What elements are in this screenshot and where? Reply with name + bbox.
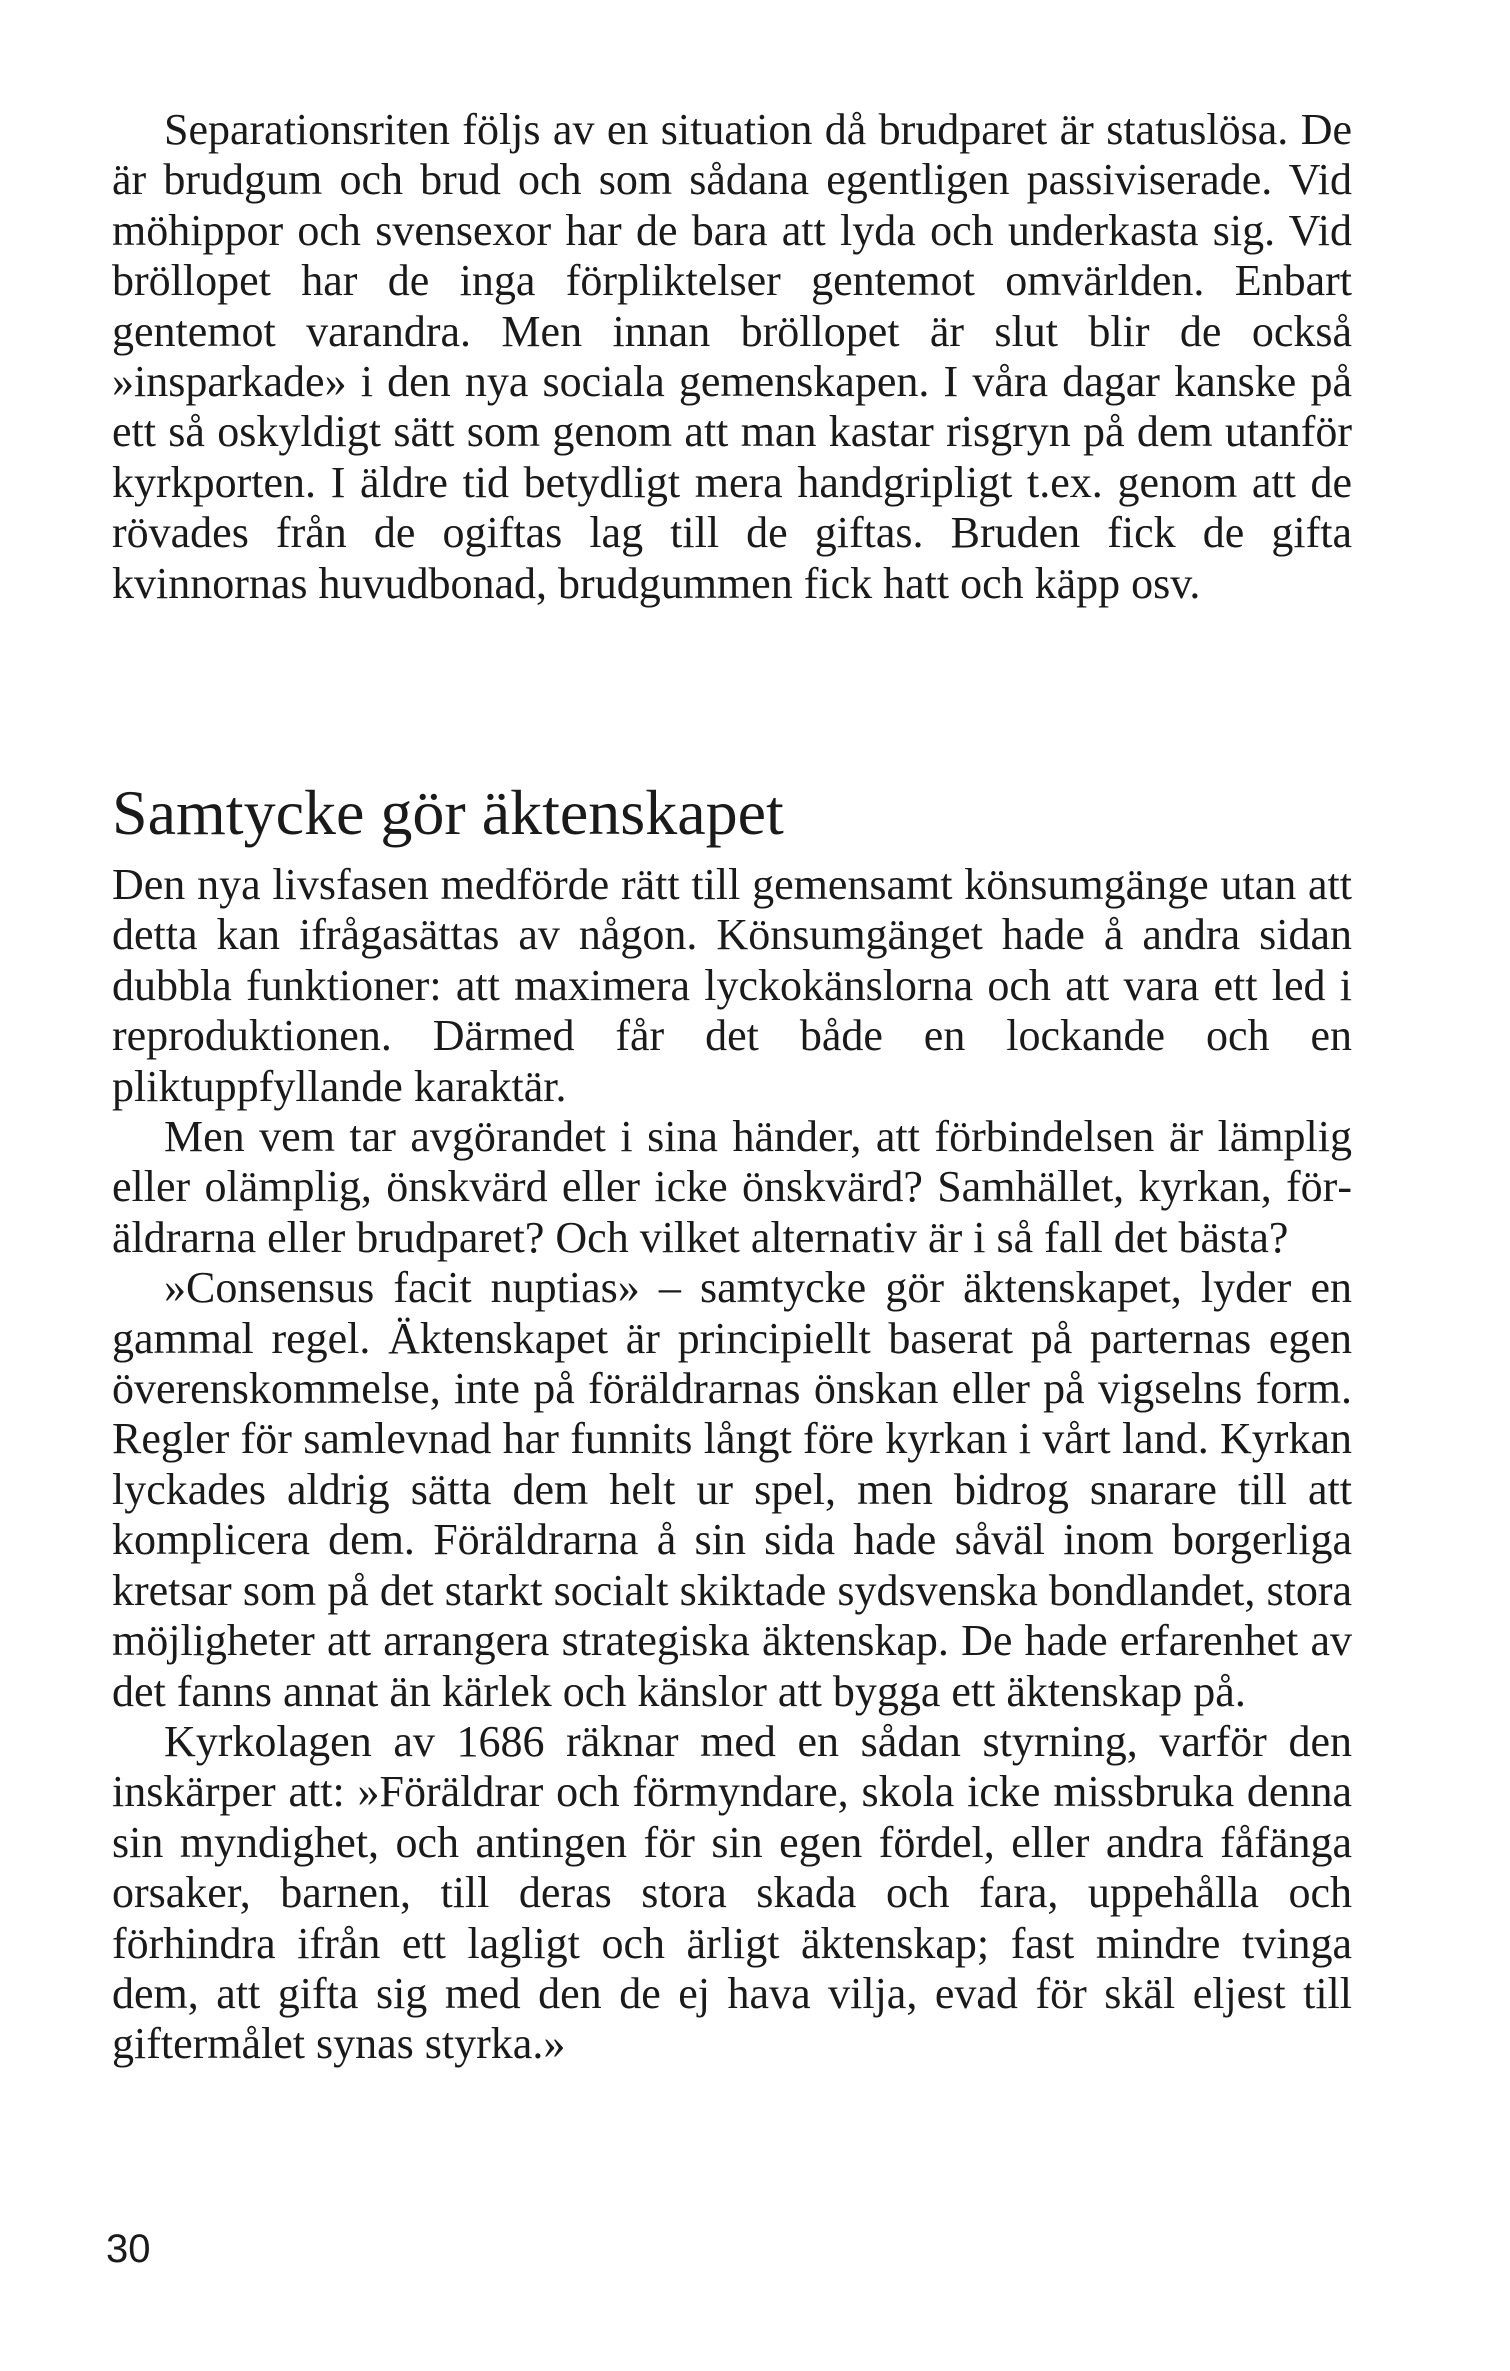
section-paragraph-3: »Consensus facit nuptias» – samtycke gör äktenskapet, lyder en gammal regel. Äktenskapet är principiellt baserat på parternas egen överenskommelse, inte på föräldrarnas önskan eller på vigselns form. Regler för samlevnad har funnits långt före kyrkan i vårt land. Kyrkan lyckades aldrig sätta dem helt ur spel, men bidrog snarare till att komplicera dem. Föräldrarna å sin sida hade såväl inom borgerliga kretsar som på det starkt socialt skiktade sydsvenska bondlandet, stora möjligheter att arrangera strategiska äktenskap. De hade erfarenhet av det fanns annat än kärlek och känslor att bygga ett äktenskap på. xyxy=(112,1263,1352,1716)
section-paragraph-4: Kyrkolagen av 1686 räknar med en sådan styrning, varför den inskärper att: »Föräldrar och förmyndare, skola icke missbruka denna sin myndighet, och antingen för sin egen fördel, eller andra fåfänga orsaker, barnen, till deras stora skada och fara, uppehålla och förhindra ifrån ett lagligt och ärligt äktenskap; fast mindre tvinga dem, att gifta sig med den de ej hava vilja, evad för skäl eljest till giftermålet synas styrka.» xyxy=(112,1716,1352,2069)
section-heading: Samtycke gör äktenskapet xyxy=(112,777,784,848)
section-paragraph-2: Men vem tar avgörandet i sina händer, att förbindelsen är lämplig eller olämplig, önskvärd eller icke önskvärd? Samhället, kyrkan, föräldrarna eller brudparet? Och vilket alternativ är i så fall det bästa? xyxy=(112,1112,1352,1262)
section-paragraph-1: Den nya livsfasen medförde rätt till gemensamt könsumgänge utan att detta kan ifrågasättas av någon. Könsumgänget hade å andra sidan dubbla funktioner: att maximera lyckokänslorna och att vara ett led i reproduktionen. Därmed får det både en lockande och en pliktuppfyllande karaktär. xyxy=(112,860,1352,1111)
section-body xyxy=(112,860,1352,2070)
intro-paragraph: Separationsriten följs av en situation då brudparet är statuslösa. De är brudgum och brud och som sådana egentligen passiviserade. Vid möhippor och svensexor har de bara att lyda och underkasta sig. Vid bröllopet har de inga förpliktelser gentemot omvärlden. Enbart gentemot varandra. Men innan bröllopet är slut blir de också »insparkade» i den nya sociala gemenskapen. I våra dagar kanske på ett så oskyldigt sätt som genom att man kastar risgryn på dem utanför kyrkporten. I äldre tid betydligt mera handgripligt t.ex. genom att de rövades från de ogiftas lag till de giftas. Bruden fick de gifta kvinnornas huvudbonad, brudgummen fick hatt och käpp osv. xyxy=(112,105,1352,608)
page-number: 30 xyxy=(106,2227,151,2271)
book-page xyxy=(112,105,1352,2069)
